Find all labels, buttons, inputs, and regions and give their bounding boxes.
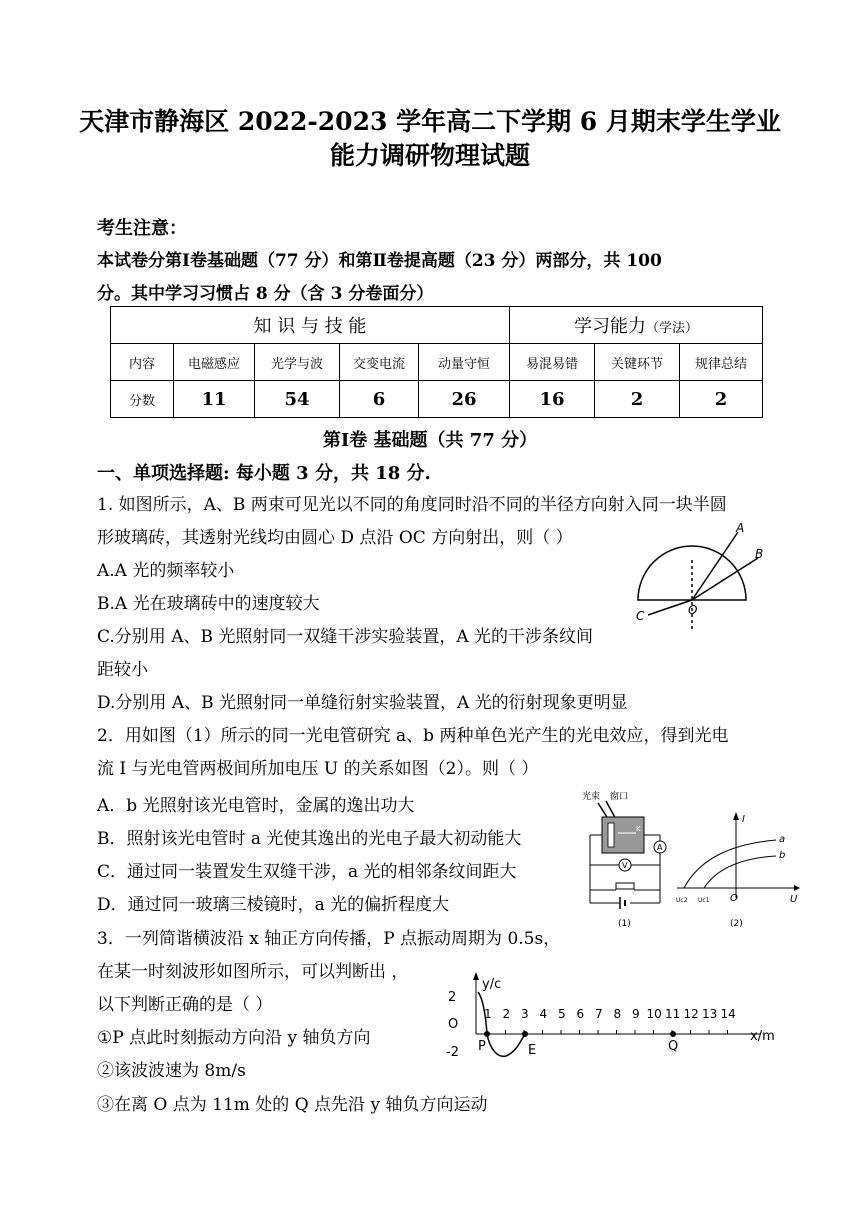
x-tick-label: 7 (595, 1007, 603, 1021)
point-e-label: E (528, 1043, 537, 1058)
label-o: O (688, 603, 698, 617)
label-o: O (730, 893, 738, 904)
score-cell: 54 (255, 381, 340, 418)
section1-heading: 第Ⅰ卷 基础题（共 77 分） (322, 430, 538, 451)
label-a: A (736, 521, 745, 535)
score-cell: 11 (174, 381, 255, 418)
score-table (110, 306, 763, 418)
x-tick-label: 1 (484, 1007, 492, 1021)
notice-heading: 考生注意： (97, 218, 187, 239)
col-header: 光学与波 (255, 344, 340, 381)
x-tick-label: 11 (665, 1007, 681, 1021)
q2-option-a: A．b 光照射该光电管时，金属的逸出功大 (97, 796, 415, 816)
q1-option-d: D.分别用 A、B 光照射同一单缝衍射实验装置，A 光的衍射现象更明显 (97, 693, 628, 713)
label-u: U (790, 894, 798, 905)
exam-title-line1: 天津市静海区 2022-2023 学年高二下学期 6 月期末学生学业 (79, 107, 781, 136)
q1-stem-line1: 1. 如图所示，A、B 两束可见光以不同的角度同时沿不同的半径方向射入同一块半圆 (97, 495, 727, 515)
x-tick-label: 4 (539, 1007, 548, 1021)
exam-title-line2: 能力调研物理试题 (329, 141, 530, 170)
label-uc1: Uc1 (698, 897, 710, 904)
notice-line2: 分。其中学习习惯占 8 分（含 3 分卷面分） (97, 284, 434, 304)
q2-stem-line1: 2．用如图（1）所示的同一光电管研究 a、b 两种单色光产生的光电效应，得到光电 (97, 726, 729, 746)
x-axis-label: x/m (750, 1029, 775, 1044)
q2-option-b: B．照射该光电管时 a 光使其逸出的光电子最大初动能大 (97, 829, 522, 849)
x-tick-label: 10 (646, 1007, 662, 1021)
q1-option-b: B.A 光在玻璃砖中的速度较大 (97, 594, 320, 614)
content-label: 内容 (111, 344, 174, 381)
label-a-meter: A (657, 843, 663, 852)
q1-stem-line2: 形玻璃砖，其透射光线均由圆心 D 点沿 OC 方向射出，则（ ） (97, 528, 573, 548)
q3-stem-line2: 在某一时刻波形如图所示，可以判断出 ， (97, 962, 409, 982)
score-cell: 26 (419, 381, 510, 418)
fig2-caption: (2) (730, 919, 743, 929)
x-tick-label: 5 (558, 1007, 566, 1021)
q1-semicircle-figure (628, 520, 778, 635)
score-cell: 16 (510, 381, 595, 418)
score-cell: 2 (595, 381, 680, 418)
curve-b-label: b (779, 850, 786, 861)
q1-option-a: A.A 光的频率较小 (97, 561, 235, 581)
score-cell: 2 (680, 381, 763, 418)
point-p-label: P (478, 1039, 486, 1054)
score-label: 分数 (111, 381, 174, 418)
q3-stem-line1: 3．一列简谐横波沿 x 轴正方向传播，P 点振动周期为 0.5s， (97, 929, 561, 949)
label-v: V (622, 861, 628, 870)
q1-option-c-line1: C.分别用 A、B 光照射同一双缝干涉实验装置，A 光的干涉条纹间 (97, 627, 594, 647)
knowledge-header: 知 识 与 技 能 (111, 307, 510, 344)
label-window: 窗口 (610, 792, 629, 802)
label-uc2: Uc2 (676, 897, 688, 904)
x-tick-label: 6 (576, 1007, 585, 1021)
y-top-label: 2 (448, 990, 457, 1005)
col-header: 易混易错 (510, 344, 595, 381)
origin-label: O (448, 1017, 459, 1032)
col-header: 动量守恒 (419, 344, 510, 381)
label-i: I (742, 814, 745, 825)
part-heading: 一、单项选择题: 每小题 3 分，共 18 分. (97, 463, 431, 484)
col-header: 交变电流 (340, 344, 419, 381)
x-tick-label: 14 (720, 1007, 736, 1021)
notice-line1: 本试卷分第Ⅰ卷基础题（77 分）和第Ⅱ卷提高题（23 分）两部分，共 100 (97, 251, 662, 271)
q3-item1: ①P 点此时刻振动方向沿 y 轴负方向 (97, 1028, 371, 1048)
col-header: 电磁感应 (174, 344, 255, 381)
q2-option-c: C．通过同一装置发生双缝干涉，a 光的相邻条纹间距大 (97, 862, 517, 882)
col-header: 关键环节 (595, 344, 680, 381)
y-axis-label: y/c (482, 977, 502, 992)
q2-stem-line2: 流 I 与光电管两极间所加电压 U 的关系如图（2）。则（ ） (97, 759, 539, 779)
point-q-label: Q (668, 1039, 679, 1054)
label-light: 光束 (582, 792, 601, 802)
ability-header: 学习能力（学法） (510, 307, 763, 344)
q2-iu-graph (672, 808, 802, 933)
q2-option-d: D．通过同一玻璃三棱镜时，a 光的偏折程度大 (97, 895, 450, 915)
label-b: B (755, 547, 764, 561)
y-bottom-label: -2 (446, 1045, 459, 1060)
x-tick-label: 12 (683, 1007, 699, 1021)
fig1-caption: (1) (618, 919, 631, 929)
q1-option-c-line2: 距较小 (97, 660, 148, 680)
label-c: C (636, 609, 645, 623)
q3-wave-graph (440, 968, 785, 1068)
q3-stem-line3: 以下判断正确的是（ ） (97, 995, 273, 1015)
x-tick-label: 3 (521, 1007, 529, 1021)
score-cell: 6 (340, 381, 419, 418)
col-header: 规律总结 (680, 344, 763, 381)
q2-circuit-figure (580, 785, 670, 930)
x-tick-label: 2 (502, 1007, 511, 1021)
q3-item2: ②该波波速为 8m/s (97, 1061, 246, 1081)
x-tick-label: 9 (632, 1007, 640, 1021)
x-tick-label: 13 (702, 1007, 718, 1021)
q3-item3: ③在离 O 点为 11m 处的 Q 点先沿 y 轴负方向运动 (97, 1095, 488, 1115)
label-k: K (636, 825, 641, 833)
x-tick-label: 8 (613, 1007, 622, 1021)
curve-a-label: a (779, 834, 786, 845)
